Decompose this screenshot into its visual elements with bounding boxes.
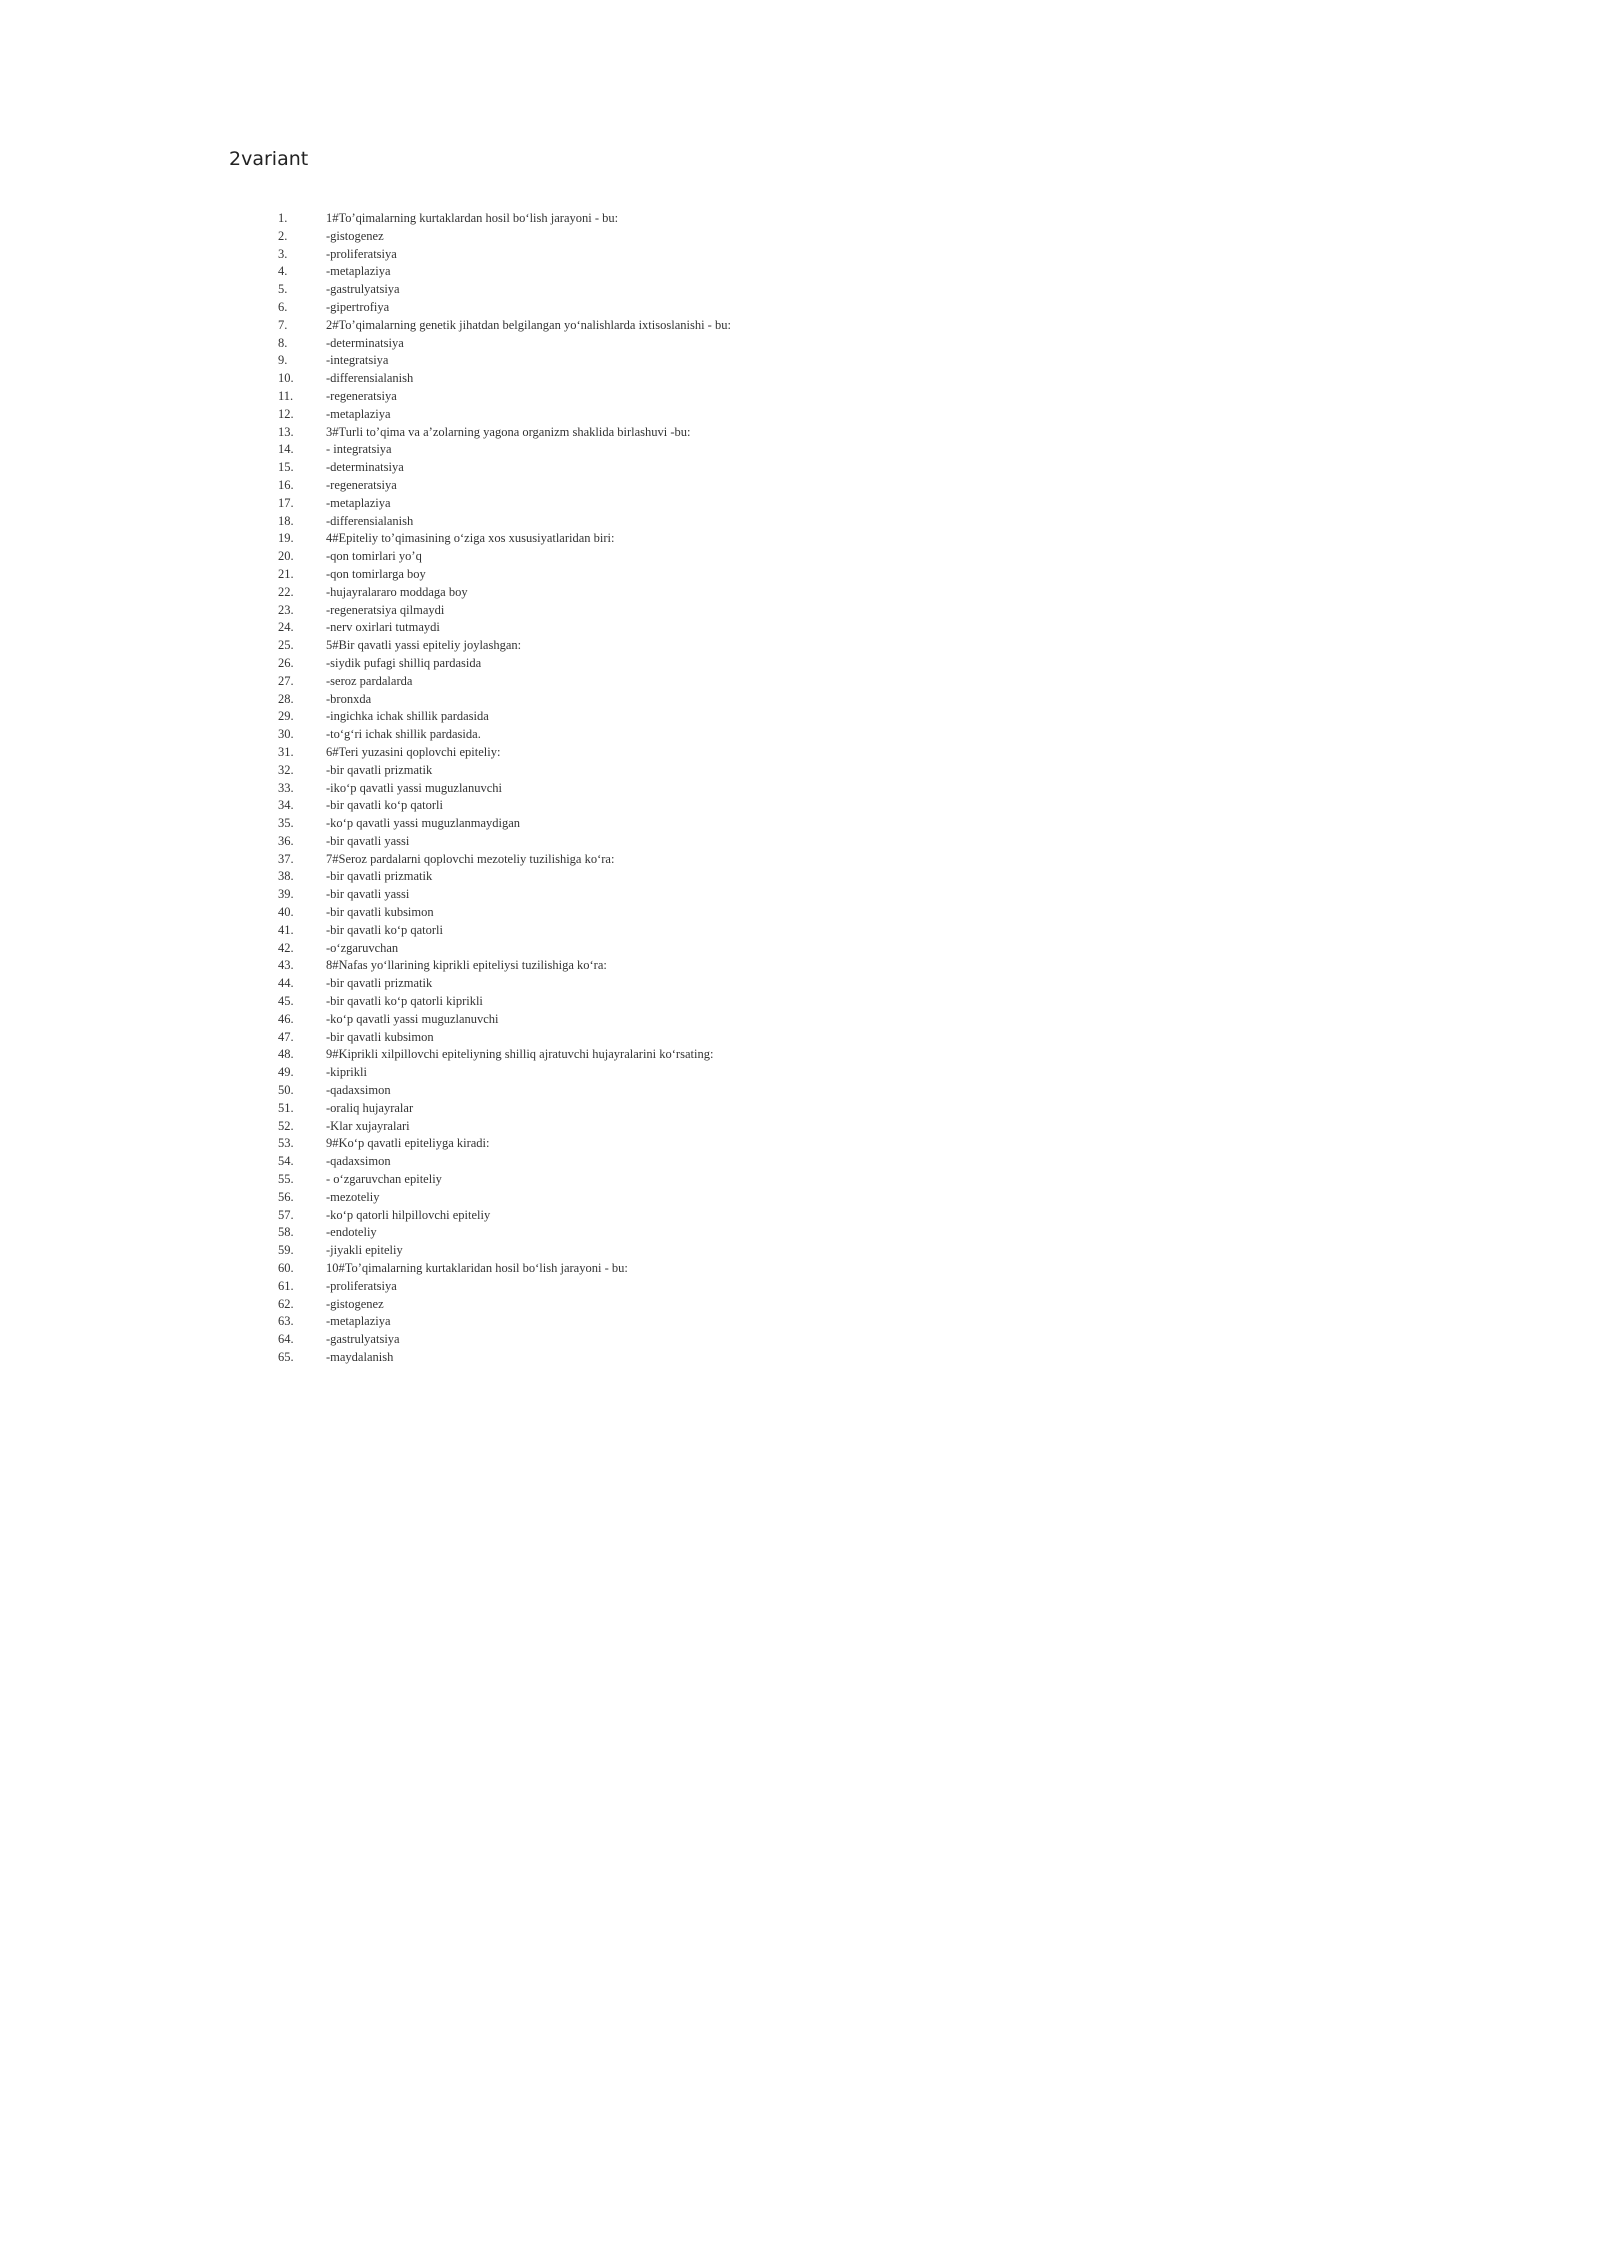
list-item: [278, 744, 731, 762]
list-item: [278, 1082, 731, 1100]
list-item-text: -proliferatsiya: [326, 246, 397, 261]
numbered-question-list: [278, 210, 731, 1367]
list-item-number: 58.: [278, 1225, 294, 1240]
list-item-number: 25.: [278, 638, 294, 653]
list-item-number: 29.: [278, 709, 294, 724]
list-item-number: 15.: [278, 460, 294, 475]
list-item-text: -endoteliy: [326, 1225, 377, 1240]
list-item-text: -qon tomirlarga boy: [326, 566, 426, 581]
list-item-number: 49.: [278, 1065, 294, 1080]
list-item-number: 50.: [278, 1083, 294, 1098]
list-item-number: 42.: [278, 940, 294, 955]
list-item-text: -Klar xujayralari: [326, 1118, 410, 1133]
list-item-number: 60.: [278, 1261, 294, 1276]
list-item-number: 18.: [278, 513, 294, 528]
list-item-number: 11.: [278, 388, 294, 403]
list-item-text: -bir qavatli ko‘p qatorli kiprikli: [326, 994, 483, 1009]
list-item: [278, 1153, 731, 1171]
list-item: [278, 228, 731, 246]
list-item-number: 39.: [278, 887, 294, 902]
list-item-number: 28.: [278, 691, 294, 706]
list-item-text: 1#To’qimalarning kurtaklardan hosil bo‘lish jarayoni - bu:: [326, 211, 619, 225]
list-item-text: -metaplaziya: [326, 1314, 391, 1329]
list-item-number: 16.: [278, 477, 294, 492]
list-item-text: 7#Seroz pardalarni qoplovchi mezoteliy tuzilishiga ko‘ra:: [326, 851, 615, 866]
list-item: [278, 1171, 731, 1189]
list-item-text: -regeneratsiya: [326, 388, 397, 403]
list-item-text: -bir qavatli kubsimon: [326, 1029, 434, 1044]
list-item-text: 2#To’qimalarning genetik jihatdan belgilangan yo‘nalishlarda ixtisoslanishi - bu:: [326, 317, 731, 332]
list-item-number: 3.: [278, 246, 288, 261]
list-item-number: 31.: [278, 744, 294, 759]
list-item-number: 54.: [278, 1154, 294, 1169]
list-item: [278, 904, 731, 922]
list-item-number: 23.: [278, 602, 294, 617]
list-item-number: 40.: [278, 905, 294, 920]
list-item-text: -o‘zgaruvchan: [326, 940, 399, 955]
list-item-number: 53.: [278, 1136, 294, 1151]
list-item-number: 32.: [278, 762, 294, 777]
list-item: [278, 1100, 731, 1118]
list-item-text: -ko‘p qavatli yassi muguzlanmaydigan: [326, 816, 521, 831]
list-item: [278, 815, 731, 833]
list-item-number: 19.: [278, 531, 294, 546]
list-item: [278, 495, 731, 513]
list-item-text: -differensialanish: [326, 371, 414, 386]
list-item: [278, 1278, 731, 1296]
list-item: [278, 513, 731, 531]
list-item-number: 30.: [278, 727, 294, 742]
list-item-text: - o‘zgaruvchan epiteliy: [326, 1172, 442, 1187]
list-item: [278, 922, 731, 940]
list-item: [278, 1296, 731, 1314]
list-item-number: 14.: [278, 442, 294, 457]
list-item-text: -ko‘p qatorli hilpillovchi epiteliy: [326, 1207, 491, 1222]
list-item: [278, 1260, 731, 1278]
list-item-number: 34.: [278, 798, 294, 813]
list-item-number: 51.: [278, 1100, 294, 1115]
list-item-text: -qadaxsimon: [326, 1154, 391, 1169]
list-item-number: 65.: [278, 1350, 294, 1364]
list-item-number: 33.: [278, 780, 294, 795]
list-item-text: -gipertrofiya: [326, 299, 390, 314]
list-item-number: 9.: [278, 353, 288, 368]
list-item-text: 9#Ko‘p qavatli epiteliyga kiradi:: [326, 1136, 490, 1151]
list-item-text: 10#To’qimalarning kurtaklaridan hosil bo‘lish jarayoni - bu:: [326, 1261, 628, 1276]
list-item: [278, 424, 731, 442]
list-item-number: 7.: [278, 317, 288, 332]
list-item-number: 64.: [278, 1332, 294, 1347]
list-item: [278, 1135, 731, 1153]
list-item: [278, 655, 731, 673]
list-item-text: -gastrulyatsiya: [326, 1332, 400, 1347]
list-item-number: 8.: [278, 335, 288, 350]
list-item-number: 44.: [278, 976, 294, 991]
list-item-text: -maydalanish: [326, 1350, 394, 1364]
list-item-text: -qadaxsimon: [326, 1083, 391, 1098]
list-item-text: -hujayralararo moddaga boy: [326, 584, 468, 599]
list-item-text: -ko‘p qavatli yassi muguzlanuvchi: [326, 1011, 499, 1026]
list-item-text: -bir qavatli yassi: [326, 833, 410, 848]
list-item-text: -kiprikli: [326, 1065, 367, 1080]
list-item-number: 5.: [278, 282, 288, 297]
list-item: [278, 619, 731, 637]
list-item: [278, 1349, 731, 1367]
list-item-text: -ingichka ichak shillik pardasida: [326, 709, 489, 724]
list-item-number: 45.: [278, 994, 294, 1009]
list-item: [278, 975, 731, 993]
list-item-number: 20.: [278, 549, 294, 564]
list-item-number: 47.: [278, 1029, 294, 1044]
list-item-number: 55.: [278, 1172, 294, 1187]
list-item: [278, 708, 731, 726]
list-item-text: -gastrulyatsiya: [326, 282, 400, 297]
list-item-text: -metaplaziya: [326, 495, 391, 510]
list-item-number: 41.: [278, 922, 294, 937]
list-item-number: 62.: [278, 1296, 294, 1311]
list-item-text: -differensialanish: [326, 513, 414, 528]
list-item-text: -integratsiya: [326, 353, 389, 368]
list-item-number: 1.: [278, 211, 288, 225]
list-item: [278, 1064, 731, 1082]
list-item-text: 8#Nafas yo‘llarining kiprikli epiteliysi tuzilishiga ko‘ra:: [326, 958, 607, 973]
list-item-number: 48.: [278, 1047, 294, 1062]
list-item: [278, 1242, 731, 1260]
list-item: [278, 246, 731, 264]
list-item: [278, 299, 731, 317]
list-item-text: -bir qavatli prizmatik: [326, 976, 433, 991]
list-item-text: -siydik pufagi shilliq pardasida: [326, 655, 482, 670]
list-item-text: 6#Teri yuzasini qoplovchi epiteliy:: [326, 744, 501, 759]
list-item: [278, 1011, 731, 1029]
list-item-text: -bir qavatli ko‘p qatorli: [326, 922, 443, 937]
list-item-text: -metaplaziya: [326, 406, 391, 421]
list-item: [278, 1046, 731, 1064]
list-item-number: 17.: [278, 495, 294, 510]
list-item: [278, 1331, 731, 1349]
list-item-text: - integratsiya: [326, 442, 392, 457]
list-item-number: 2.: [278, 228, 288, 243]
list-item: [278, 281, 731, 299]
list-item-number: 36.: [278, 833, 294, 848]
list-item-text: 3#Turli to’qima va a’zolarning yagona organizm shaklida birlashuvi -bu:: [326, 424, 691, 439]
list-item: [278, 1189, 731, 1207]
list-item: [278, 388, 731, 406]
list-item-text: -determinatsiya: [326, 460, 404, 475]
list-item: [278, 940, 731, 958]
list-item-text: -regeneratsiya: [326, 477, 397, 492]
list-item: [278, 691, 731, 709]
list-item: [278, 477, 731, 495]
list-item-number: 24.: [278, 620, 294, 635]
list-item-number: 52.: [278, 1118, 294, 1133]
list-item-text: -proliferatsiya: [326, 1278, 397, 1293]
list-item-text: -nerv oxirlari tutmaydi: [326, 620, 440, 635]
list-item: [278, 406, 731, 424]
list-item-text: 4#Epiteliy to’qimasining o‘ziga xos xususiyatlaridan biri:: [326, 531, 615, 546]
list-item: [278, 851, 731, 869]
list-item-text: -determinatsiya: [326, 335, 404, 350]
list-item-text: -jiyakli epiteliy: [326, 1243, 403, 1258]
list-item-text: -bir qavatli ko‘p qatorli: [326, 798, 443, 813]
list-item: [278, 335, 731, 353]
list-item: [278, 584, 731, 602]
list-item: [278, 957, 731, 975]
list-item: [278, 530, 731, 548]
list-item: [278, 886, 731, 904]
list-item-text: 9#Kiprikli xilpillovchi epiteliyning shilliq ajratuvchi hujayralarini ko‘rsating:: [326, 1047, 714, 1062]
list-item: [278, 993, 731, 1011]
list-item-number: 12.: [278, 406, 294, 421]
list-item: [278, 370, 731, 388]
list-item-number: 6.: [278, 299, 288, 314]
list-item-number: 35.: [278, 816, 294, 831]
list-item-text: -gistogenez: [326, 1296, 384, 1311]
list-item-text: -gistogenez: [326, 228, 384, 243]
list-item-number: 37.: [278, 851, 294, 866]
list-item-text: -bir qavatli prizmatik: [326, 869, 433, 884]
list-item: [278, 441, 731, 459]
list-item: [278, 1207, 731, 1225]
list-item-text: -bir qavatli kubsimon: [326, 905, 434, 920]
list-item: [278, 1118, 731, 1136]
list-item: [278, 317, 731, 335]
list-item: [278, 833, 731, 851]
list-item: [278, 352, 731, 370]
list-item-number: 46.: [278, 1011, 294, 1026]
list-item: [278, 566, 731, 584]
list-item: [278, 780, 731, 798]
list-item-text: -mezoteliy: [326, 1189, 380, 1204]
list-item-text: -bir qavatli yassi: [326, 887, 410, 902]
list-item-text: 5#Bir qavatli yassi epiteliy joylashgan:: [326, 638, 522, 653]
list-item-text: -bronxda: [326, 691, 372, 706]
list-item: [278, 263, 731, 281]
list-item-number: 13.: [278, 424, 294, 439]
list-item: [278, 637, 731, 655]
list-item: [278, 868, 731, 886]
list-item: [278, 602, 731, 620]
list-item-number: 61.: [278, 1278, 294, 1293]
list-item-text: -regeneratsiya qilmaydi: [326, 602, 445, 617]
list-item: [278, 1313, 731, 1331]
list-item: [278, 459, 731, 477]
list-item: [278, 1029, 731, 1047]
list-item-text: -iko‘p qavatli yassi muguzlanuvchi: [326, 780, 503, 795]
list-item-text: -bir qavatli prizmatik: [326, 762, 433, 777]
list-item-number: 22.: [278, 584, 294, 599]
list-item-number: 59.: [278, 1243, 294, 1258]
document-title: 2variant: [229, 148, 309, 170]
list-item-text: -to‘g‘ri ichak shillik pardasida.: [326, 727, 481, 742]
list-item-number: 63.: [278, 1314, 294, 1329]
list-item: [278, 762, 731, 780]
list-item: [278, 673, 731, 691]
list-item-number: 27.: [278, 673, 294, 688]
list-item: [278, 1224, 731, 1242]
list-item-text: -metaplaziya: [326, 264, 391, 279]
list-item: [278, 210, 731, 228]
list-item: [278, 548, 731, 566]
list-item-text: -oraliq hujayralar: [326, 1100, 414, 1115]
list-item-number: 57.: [278, 1207, 294, 1222]
list-item-number: 26.: [278, 655, 294, 670]
list-item-number: 21.: [278, 566, 294, 581]
list-item-number: 4.: [278, 264, 288, 279]
list-item-number: 56.: [278, 1189, 294, 1204]
list-item: [278, 797, 731, 815]
list-item-text: -qon tomirlari yo’q: [326, 549, 422, 564]
list-item-text: -seroz pardalarda: [326, 673, 413, 688]
list-item-number: 10.: [278, 371, 294, 386]
list-item-number: 38.: [278, 869, 294, 884]
list-item-number: 43.: [278, 958, 294, 973]
list-item: [278, 726, 731, 744]
